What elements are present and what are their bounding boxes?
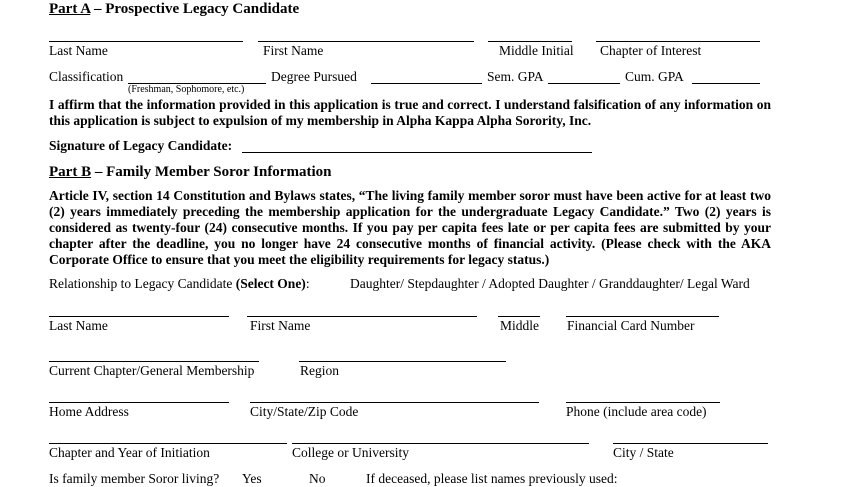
region-line[interactable] [299, 361, 506, 362]
chapter-of-interest-line[interactable] [596, 41, 760, 42]
phone-line[interactable] [566, 402, 720, 403]
last-name-label: Last Name [49, 43, 108, 58]
relationship-colon: : [305, 276, 310, 291]
part-a-prefix: Part A [49, 1, 91, 17]
part-a-title: – Prospective Legacy Candidate [94, 1, 300, 17]
college-label: College or University [292, 445, 409, 460]
city-state-label: City / State [613, 445, 674, 460]
signature-line[interactable] [242, 152, 592, 153]
chapter-year-label: Chapter and Year of Initiation [49, 445, 210, 460]
home-address-label: Home Address [49, 404, 129, 419]
classification-hint: (Freshman, Sophomore, etc.) [128, 84, 245, 95]
region-label: Region [300, 363, 339, 378]
middle-initial-label: Middle Initial [499, 43, 574, 58]
sem-gpa-line[interactable] [548, 83, 620, 84]
relationship-label: Relationship to Legacy Candidate [49, 276, 233, 291]
living-question-label: Is family member Soror living? [49, 471, 220, 486]
affirmation-text: I affirm that the information provided in this application is true and correct. I understand falsification of any information on this application is subject to expulsion of my membership in Alpha Kappa Alpha Sorority, Inc. [49, 97, 771, 128]
b-first-name-line[interactable] [247, 316, 477, 317]
chapter-year-line[interactable] [49, 443, 287, 444]
no-option[interactable]: No [309, 471, 326, 486]
part-a-heading [49, 1, 299, 18]
college-line[interactable] [292, 443, 589, 444]
article-text: Article IV, section 14 Constitution and Bylaws states, “The living family member soror must have been active for at least two (2) years immediately preceding the membership application for the undergraduate Legacy Candidate.” Two (2) years is considered as twenty-four (24) consecutive months. If you pay per capita fees late or per capita fees are submitted by your chapter after the deadline, you no longer have 24 consecutive months of financial activity. (Please check with the AKA Corporate Office to ensure that you meet the eligibility requirements for legacy status.) [49, 188, 771, 267]
city-state-line[interactable] [613, 443, 768, 444]
degree-pursued-label: Degree Pursued [271, 69, 357, 84]
first-name-line[interactable] [258, 41, 474, 42]
b-last-name-line[interactable] [49, 316, 229, 317]
classification-label: Classification [49, 69, 124, 84]
part-b-heading [49, 164, 331, 181]
b-middle-label: Middle [500, 318, 539, 333]
signature-colon: : [227, 138, 233, 153]
relationship-options[interactable]: Daughter/ Stepdaughter / Adopted Daughter / Granddaughter/ Legal Ward [350, 276, 750, 291]
cum-gpa-line[interactable] [692, 83, 760, 84]
financial-card-line[interactable] [566, 316, 719, 317]
b-last-name-label: Last Name [49, 318, 108, 333]
cum-gpa-label: Cum. GPA [625, 69, 684, 84]
middle-initial-line[interactable] [488, 41, 572, 42]
part-b-title: – Family Member Soror Information [94, 164, 332, 180]
chapter-of-interest-label: Chapter of Interest [600, 43, 702, 58]
b-first-name-label: First Name [250, 318, 311, 333]
last-name-line[interactable] [49, 41, 243, 42]
signature-label-text: Signature of Legacy Candidate [49, 138, 228, 153]
sem-gpa-label: Sem. GPA [487, 69, 544, 84]
relationship-row [49, 276, 310, 292]
first-name-label: First Name [263, 43, 324, 58]
city-state-zip-label: City/State/Zip Code [250, 404, 359, 419]
current-chapter-line[interactable] [49, 361, 259, 362]
degree-pursued-line[interactable] [371, 83, 482, 84]
city-state-zip-line[interactable] [250, 402, 539, 403]
deceased-label: If deceased, please list names previously used: [366, 471, 618, 486]
yes-option[interactable]: Yes [242, 471, 262, 486]
signature-label [49, 138, 232, 154]
b-middle-line[interactable] [498, 316, 540, 317]
current-chapter-label: Current Chapter/General Membership [49, 363, 255, 378]
phone-label: Phone (include area code) [566, 404, 707, 419]
part-b-prefix: Part B [49, 164, 92, 180]
select-one-label: (Select One) [235, 276, 306, 291]
home-address-line[interactable] [49, 402, 229, 403]
financial-card-label: Financial Card Number [567, 318, 695, 333]
